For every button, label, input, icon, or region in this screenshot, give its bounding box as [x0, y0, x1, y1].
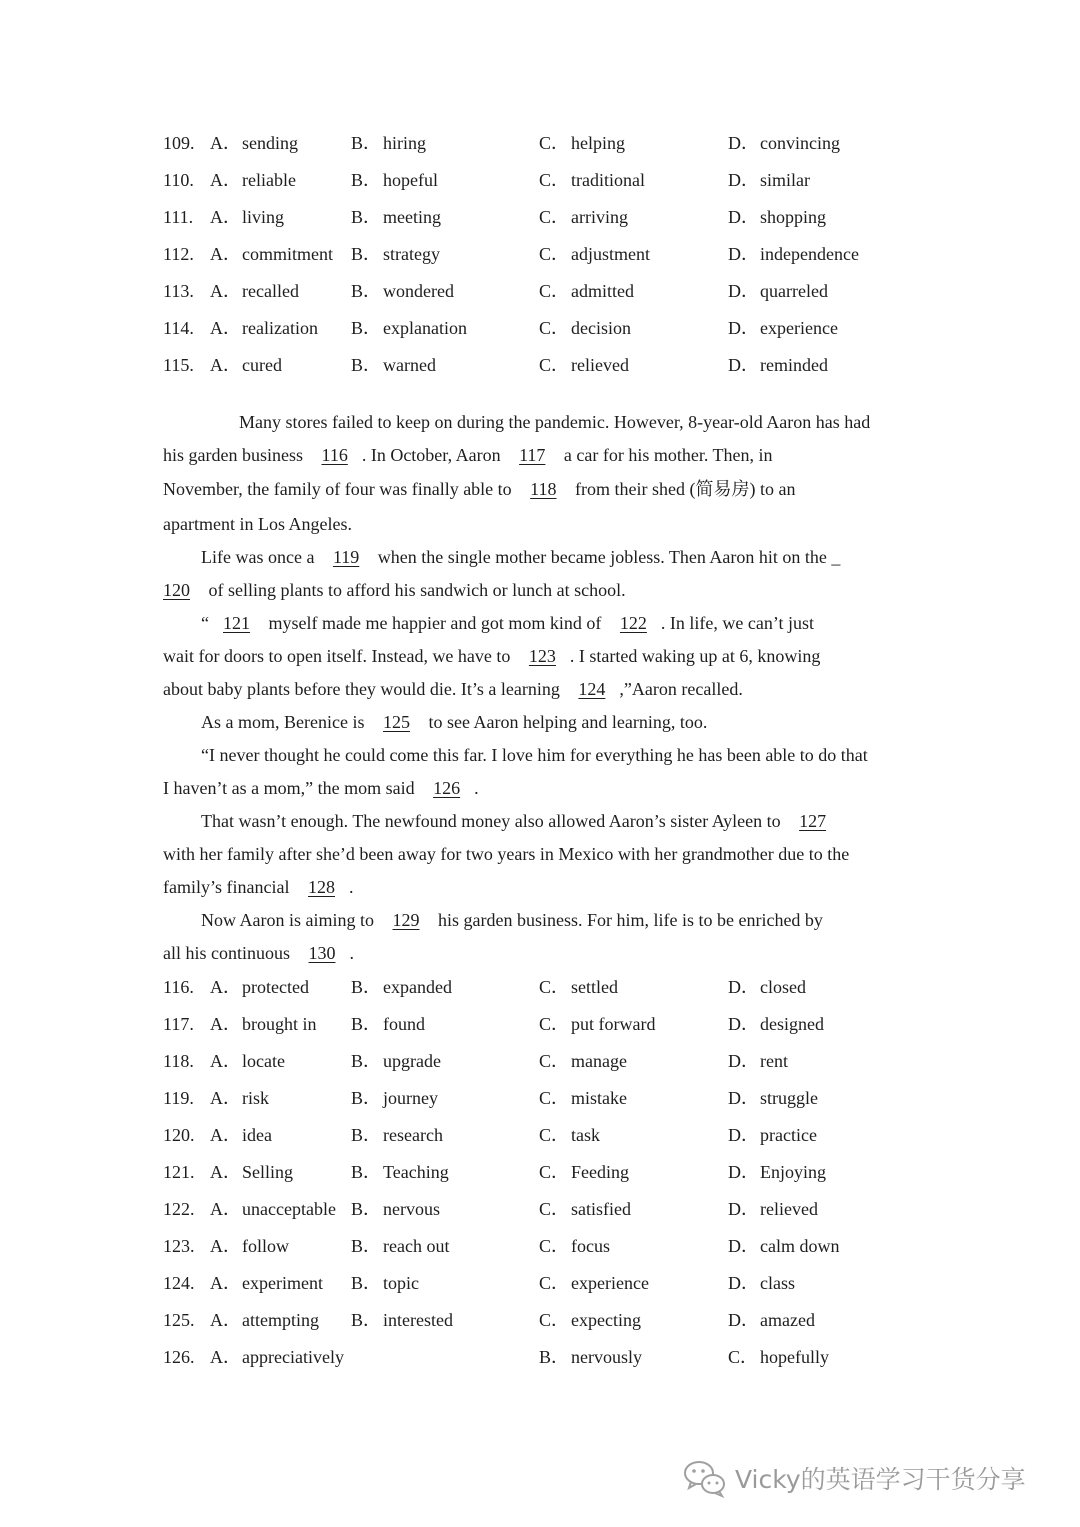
option-letter: B． [351, 1273, 382, 1293]
option-letter: D． [728, 170, 759, 190]
option-d-text: relieved [760, 1199, 818, 1219]
option-c-text: expecting [571, 1310, 641, 1330]
option-letter: B． [351, 318, 382, 338]
option-d-text: amazed [760, 1310, 815, 1330]
option-b-text: interested [383, 1310, 453, 1330]
option-d-text: rent [760, 1051, 788, 1071]
option-b-text: meeting [383, 207, 441, 227]
passage-line: family’s financial 128 . [163, 871, 923, 904]
option-letter: D． [728, 1088, 759, 1108]
option-d-text: struggle [760, 1088, 818, 1108]
option-letter: D． [728, 133, 759, 153]
option-c-text: relieved [571, 355, 629, 375]
option-letter: B． [351, 1051, 382, 1071]
option-a-text: cured [242, 355, 282, 375]
option-d-text: Enjoying [760, 1162, 826, 1182]
passage-line: apartment in Los Angeles. [163, 513, 352, 534]
passage-line: his garden business 116 . In October, Aaron 117 a car for his mother. Then, in [163, 439, 923, 472]
option-a-text: risk [242, 1088, 269, 1108]
option-letter: A． [210, 244, 241, 264]
option-text: appreciatively [242, 1347, 344, 1367]
option-letter: D． [728, 207, 759, 227]
option-b-text: found [383, 1014, 425, 1034]
option-a-text: commitment [242, 244, 333, 264]
question-number: 112. [163, 244, 194, 264]
question-number: 126. [163, 1347, 195, 1367]
question-number: 117. [163, 1014, 194, 1034]
passage-line: Many stores failed to keep on during the pandemic. However, 8-year-old Aaron has had [239, 412, 871, 432]
option-letter: B． [351, 1014, 382, 1034]
option-d-text: experience [760, 318, 838, 338]
option-letter: B． [351, 207, 382, 227]
question-number: 121. [163, 1162, 195, 1182]
option-letter: A． [210, 977, 241, 997]
option-letter: C． [539, 1051, 570, 1071]
question-number: 120. [163, 1125, 195, 1145]
option-letter: C． [539, 318, 570, 338]
option-letter: C． [539, 281, 570, 301]
wechat-icon [683, 1458, 727, 1498]
option-letter: A． [210, 1051, 241, 1071]
option-c-text: decision [571, 318, 631, 338]
option-letter: A． [210, 281, 241, 301]
option-c-text: experience [571, 1273, 649, 1293]
option-b-text: explanation [383, 318, 467, 338]
option-a-text: follow [242, 1236, 289, 1256]
option-letter: C． [539, 1014, 570, 1034]
question-number: 114. [163, 318, 194, 338]
option-c-text: focus [571, 1236, 610, 1256]
passage-line: with her family after she’d been away for two years in Mexico with her grandmother due to the [163, 844, 850, 864]
passage-line: all his continuous 130 . [163, 937, 923, 970]
option-row-122 [163, 1191, 963, 1228]
option-letter: B． [351, 977, 382, 997]
option-letter: D． [728, 1162, 759, 1182]
option-letter: C． [539, 1162, 570, 1182]
option-row-112 [163, 236, 963, 273]
question-number: 109. [163, 133, 195, 153]
blank-123: 123 [528, 646, 556, 666]
watermark [683, 1455, 1026, 1501]
option-b-text: hopeful [383, 170, 438, 190]
option-c-text: helping [571, 133, 625, 153]
option-row-109 [163, 125, 963, 162]
question-number: 116. [163, 977, 194, 997]
blank-126: 126 [433, 778, 461, 798]
option-a-text: sending [242, 133, 298, 153]
option-a-text: unacceptable [242, 1199, 336, 1219]
option-c-text: task [571, 1125, 600, 1145]
option-letter: D． [728, 1273, 759, 1293]
option-letter: A． [210, 1310, 241, 1330]
option-letter: D． [728, 244, 759, 264]
option-letter: A． [210, 207, 241, 227]
option-row-113 [163, 273, 963, 310]
option-letter: C． [539, 1310, 570, 1330]
option-a-text: living [242, 207, 285, 227]
option-letter: A． [210, 1273, 241, 1293]
option-letter: B． [351, 1199, 382, 1219]
option-letter: D． [728, 1310, 759, 1330]
option-letter: A． [210, 1347, 241, 1367]
question-number: 122. [163, 1199, 195, 1219]
passage [163, 406, 923, 970]
option-a-text: protected [242, 977, 309, 997]
option-a-text: attempting [242, 1310, 319, 1330]
option-letter: A． [210, 355, 241, 375]
passage-line: “I never thought he could come this far. I love him for everything he has been able to do that [201, 745, 868, 765]
question-number: 110. [163, 170, 194, 190]
option-c-text: Feeding [571, 1162, 629, 1182]
option-c-text: mistake [571, 1088, 627, 1108]
option-row-110 [163, 162, 963, 199]
option-a-text: reliable [242, 170, 296, 190]
option-letter: D． [728, 1199, 759, 1219]
option-b-text: Teaching [383, 1162, 449, 1182]
option-letter: C． [728, 1347, 759, 1367]
option-b-text: strategy [383, 244, 440, 264]
option-row-115 [163, 347, 963, 384]
option-b-text: wondered [383, 281, 454, 301]
option-d-text: class [760, 1273, 795, 1293]
question-number: 111. [163, 207, 194, 227]
question-number: 115. [163, 355, 194, 375]
option-letter: D． [728, 318, 759, 338]
option-letter: D． [728, 355, 759, 375]
passage-line: “ 121 myself made me happier and got mom kind of 122 . In life, we can’t just [163, 607, 923, 640]
option-row-111 [163, 199, 963, 236]
option-letter: A． [210, 1199, 241, 1219]
blank-122: 122 [619, 613, 647, 633]
blank-128: 128 [307, 877, 335, 897]
option-b-text: topic [383, 1273, 419, 1293]
option-letter: B． [351, 244, 382, 264]
option-row-118 [163, 1043, 963, 1080]
question-number: 113. [163, 281, 194, 301]
blank-129: 129 [392, 910, 420, 930]
option-letter: B． [539, 1347, 570, 1367]
passage-line: wait for doors to open itself. Instead, we have to 123 . I started waking up at 6, knowing [163, 640, 923, 673]
option-d-text: designed [760, 1014, 824, 1034]
passage-line: That wasn’t enough. The newfound money also allowed Aaron’s sister Ayleen to 127 [163, 805, 923, 838]
option-letter: B． [351, 133, 382, 153]
option-d-text: reminded [760, 355, 828, 375]
blank-118: 118 [530, 479, 557, 499]
option-letter: C． [539, 133, 570, 153]
passage-line: about baby plants before they would die. It’s a learning 124 ,”Aaron recalled. [163, 673, 923, 706]
option-d-text: independence [760, 244, 859, 264]
option-c-text: satisfied [571, 1199, 631, 1219]
option-row-116 [163, 969, 963, 1006]
option-a-text: experiment [242, 1273, 323, 1293]
option-letter: C． [539, 1199, 570, 1219]
option-a-text: realization [242, 318, 318, 338]
options-109-115 [163, 125, 963, 384]
option-letter: C． [539, 1236, 570, 1256]
option-letter: A． [210, 1162, 241, 1182]
option-d-text: convincing [760, 133, 840, 153]
blank-130: 130 [308, 943, 336, 963]
option-letter: D． [728, 1051, 759, 1071]
option-c-text: arriving [571, 207, 628, 227]
question-number: 124. [163, 1273, 195, 1293]
option-letter: D． [728, 977, 759, 997]
passage-line: Now Aaron is aiming to 129 his garden business. For him, life is to be enriched by [163, 904, 923, 937]
option-c-text: traditional [571, 170, 645, 190]
option-d-text: calm down [760, 1236, 840, 1256]
option-d-text: quarreled [760, 281, 828, 301]
option-letter: C． [539, 207, 570, 227]
option-row-114 [163, 310, 963, 347]
option-d-text: similar [760, 170, 810, 190]
option-row-123 [163, 1228, 963, 1265]
question-number: 125. [163, 1310, 195, 1330]
option-b-text: journey [383, 1088, 438, 1108]
option-letter: B． [351, 355, 382, 375]
option-row-120 [163, 1117, 963, 1154]
option-a-text: recalled [242, 281, 299, 301]
option-letter: B． [351, 170, 382, 190]
option-letter: C． [539, 1088, 570, 1108]
passage-line: As a mom, Berenice is 125 to see Aaron helping and learning, too. [163, 706, 923, 739]
option-d-text: closed [760, 977, 806, 997]
option-letter: A． [210, 133, 241, 153]
option-row-119 [163, 1080, 963, 1117]
question-number: 123. [163, 1236, 195, 1256]
blank-125: 125 [382, 712, 410, 732]
option-letter: B． [351, 1125, 382, 1145]
option-row-121 [163, 1154, 963, 1191]
option-d-text: shopping [760, 207, 827, 227]
option-letter: A． [210, 1125, 241, 1145]
blank-119: 119 [332, 547, 360, 567]
option-text: nervously [571, 1347, 642, 1367]
option-letter: C． [539, 977, 570, 997]
passage-line: November, the family of four was finally able to 118 from their shed (简易房) to an [163, 472, 923, 507]
option-letter: A． [210, 170, 241, 190]
option-letter: C． [539, 355, 570, 375]
option-b-text: expanded [383, 977, 452, 997]
blank-116: 116 [321, 445, 348, 465]
option-letter: C． [539, 1125, 570, 1145]
option-c-text: adjustment [571, 244, 650, 264]
question-number: 118. [163, 1051, 194, 1071]
option-row-117 [163, 1006, 963, 1043]
watermark-text: Vicky的英语学习干货分享 [735, 1465, 1026, 1494]
option-row-126 [163, 1339, 963, 1376]
option-letter: A． [210, 318, 241, 338]
option-c-text: manage [571, 1051, 627, 1071]
option-letter: C． [539, 170, 570, 190]
option-letter: B． [351, 1310, 382, 1330]
option-letter: B． [351, 1236, 382, 1256]
option-text: hopefully [760, 1347, 829, 1367]
option-b-text: warned [383, 355, 436, 375]
option-c-text: settled [571, 977, 618, 997]
passage-line: I haven’t as a mom,” the mom said 126 . [163, 772, 923, 805]
option-letter: D． [728, 281, 759, 301]
option-b-text: upgrade [383, 1051, 441, 1071]
option-d-text: practice [760, 1125, 817, 1145]
blank-121: 121 [223, 613, 250, 633]
option-c-text: admitted [571, 281, 634, 301]
option-letter: B． [351, 1088, 382, 1108]
option-b-text: research [383, 1125, 443, 1145]
option-c-text: put forward [571, 1014, 656, 1034]
option-row-124 [163, 1265, 963, 1302]
option-b-text: reach out [383, 1236, 450, 1256]
option-letter: D． [728, 1014, 759, 1034]
option-b-text: nervous [383, 1199, 440, 1219]
option-a-text: brought in [242, 1014, 317, 1034]
option-b-text: hiring [383, 133, 426, 153]
option-letter: C． [539, 244, 570, 264]
options-116-125 [163, 969, 963, 1339]
option-letter: D． [728, 1236, 759, 1256]
option-letter: B． [351, 281, 382, 301]
option-letter: A． [210, 1088, 241, 1108]
option-letter: A． [210, 1014, 241, 1034]
blank-120: 120 [163, 580, 190, 600]
option-row-125 [163, 1302, 963, 1339]
option-a-text: Selling [242, 1162, 294, 1182]
blank-124: 124 [578, 679, 606, 699]
option-a-text: idea [242, 1125, 272, 1145]
blank-127: 127 [799, 811, 827, 831]
passage-line: 120 of selling plants to afford his sandwich or lunch at school. [163, 574, 923, 607]
passage-line: Life was once a 119 when the single mother became jobless. Then Aaron hit on the _ [163, 541, 923, 574]
option-letter: A． [210, 1236, 241, 1256]
options-126 [163, 1339, 963, 1376]
option-a-text: locate [242, 1051, 285, 1071]
option-letter: C． [539, 1273, 570, 1293]
option-letter: D． [728, 1125, 759, 1145]
question-number: 119. [163, 1088, 194, 1108]
option-letter: B． [351, 1162, 382, 1182]
blank-117: 117 [519, 445, 546, 465]
